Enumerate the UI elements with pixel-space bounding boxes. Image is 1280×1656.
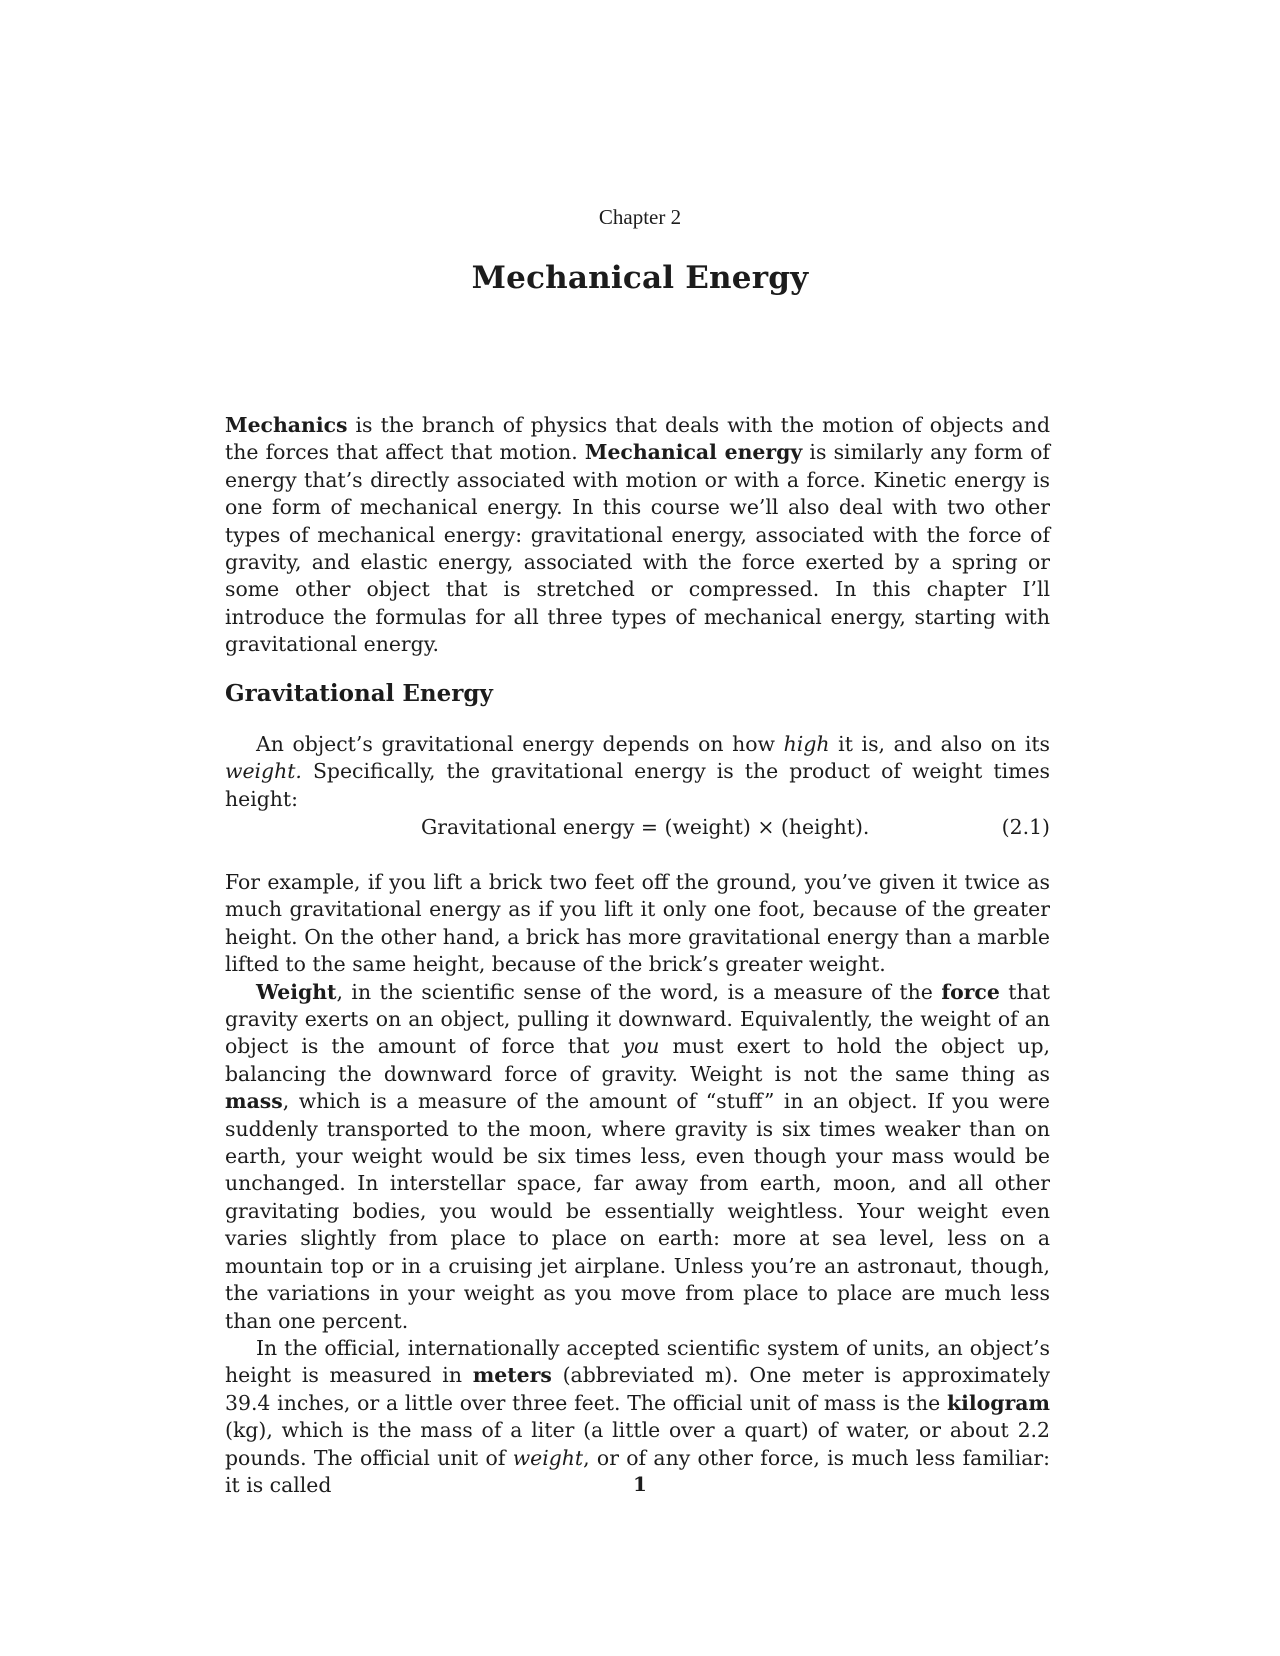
para1-text-2: it is, and also on its bbox=[829, 732, 1051, 756]
em-you: you bbox=[622, 1034, 660, 1059]
term-mechanical-energy: Mechanical energy bbox=[584, 440, 803, 465]
equation-number: (2.1) bbox=[1001, 815, 1050, 839]
para3-text-3: must exert to hold the object up, balancing the downward force of gravity. Weight is not the same thing as bbox=[225, 1034, 1051, 1086]
paragraph-brick-example: For example, if you lift a brick two feet off the ground, you’ve given it twice as much gravitational energy as if you lift it only one foot, because of the greater height. On the other hand, a brick has more gravitational energy than a marble lifted to the same height, because of the brick’s greater weight. bbox=[225, 870, 1050, 977]
section-heading: Gravitational Energy bbox=[225, 680, 493, 707]
chapter-label: Chapter 2 bbox=[598, 205, 682, 229]
gravitational-body bbox=[225, 869, 1050, 1499]
paragraph-weight bbox=[225, 979, 1050, 1335]
term-force: force bbox=[941, 979, 1000, 1004]
para3-text-1: , in the scientific sense of the word, is a measure of the bbox=[336, 979, 942, 1004]
equation-body: Gravitational energy = (weight) × (height). bbox=[421, 815, 870, 839]
para1-text-1: An object’s gravitational energy depends on how bbox=[256, 732, 784, 756]
intro-paragraph bbox=[225, 412, 1050, 659]
term-mass: mass bbox=[225, 1089, 283, 1114]
para4-text-2: (abbreviated m). One meter is approximately 39.4 inches, or a little over three feet. The official unit of mass is the bbox=[225, 1363, 1050, 1415]
para3-text-4: , which is a measure of the amount of “stuff” in an object. If you were suddenly transported to the moon, where gravity is six times weaker than on earth, your weight would be six times less, even though your mass would be unchanged. In interstellar space, far away from earth, moon, and all other gravitating bodies, you would be essentially weightless. Your weight even varies slightly from place to place on earth: more at sea level, less on a mountain top or in a cruising jet airplane. Unless you’re an astronaut, though, the variations in your weight as you move from place to place are much less than one percent. bbox=[225, 1089, 1050, 1333]
para4-text-3: (kg), which is the mass of a liter (a little over a quart) of water, or about 2.2 pounds. The official unit of bbox=[225, 1418, 1050, 1470]
chapter-title: Mechanical Energy bbox=[471, 260, 809, 296]
para3-text-2: that gravity exerts on an object, pulling it downward. Equivalently, the weight of an object is the amount of force that bbox=[225, 979, 1050, 1059]
term-meters: meters bbox=[472, 1363, 552, 1388]
para4-text-1: In the official, internationally accepted scientific system of units, an object’s height is measured in bbox=[225, 1335, 1050, 1388]
term-weight: Weight bbox=[256, 979, 337, 1004]
para4-text-4: , or of any other force, is much less familiar: it is called bbox=[225, 1445, 1050, 1497]
term-kilogram: kilogram bbox=[946, 1390, 1050, 1415]
em-weight-unit: weight bbox=[512, 1445, 584, 1470]
equation-2-1 bbox=[225, 815, 1050, 845]
em-high: high bbox=[783, 732, 830, 756]
intro-text-2: is similarly any form of energy that’s directly associated with motion or with a force. Kinetic energy is one form of mechanical energy. In this course we’ll also deal with two other types of mechanical energy: gravitational energy, associated with the force of gravity, and elastic energy, associated with the force exerted by a spring or some other object that is stretched or compressed. In this chapter I’ll introduce the formulas for all three types of mechanical energy, starting with gravitational energy. bbox=[225, 440, 1050, 657]
para1-text-3: Specifically, the gravitational energy is the product of weight times height: bbox=[225, 759, 1050, 811]
page-number: 1 bbox=[633, 1472, 647, 1496]
term-mechanics: Mechanics bbox=[225, 413, 348, 437]
intro-text-1: is the branch of physics that deals with the motion of objects and the forces that affect that motion. bbox=[225, 413, 1050, 465]
gravitational-paragraph-1 bbox=[225, 731, 1050, 813]
em-weight: weight. bbox=[225, 759, 302, 784]
